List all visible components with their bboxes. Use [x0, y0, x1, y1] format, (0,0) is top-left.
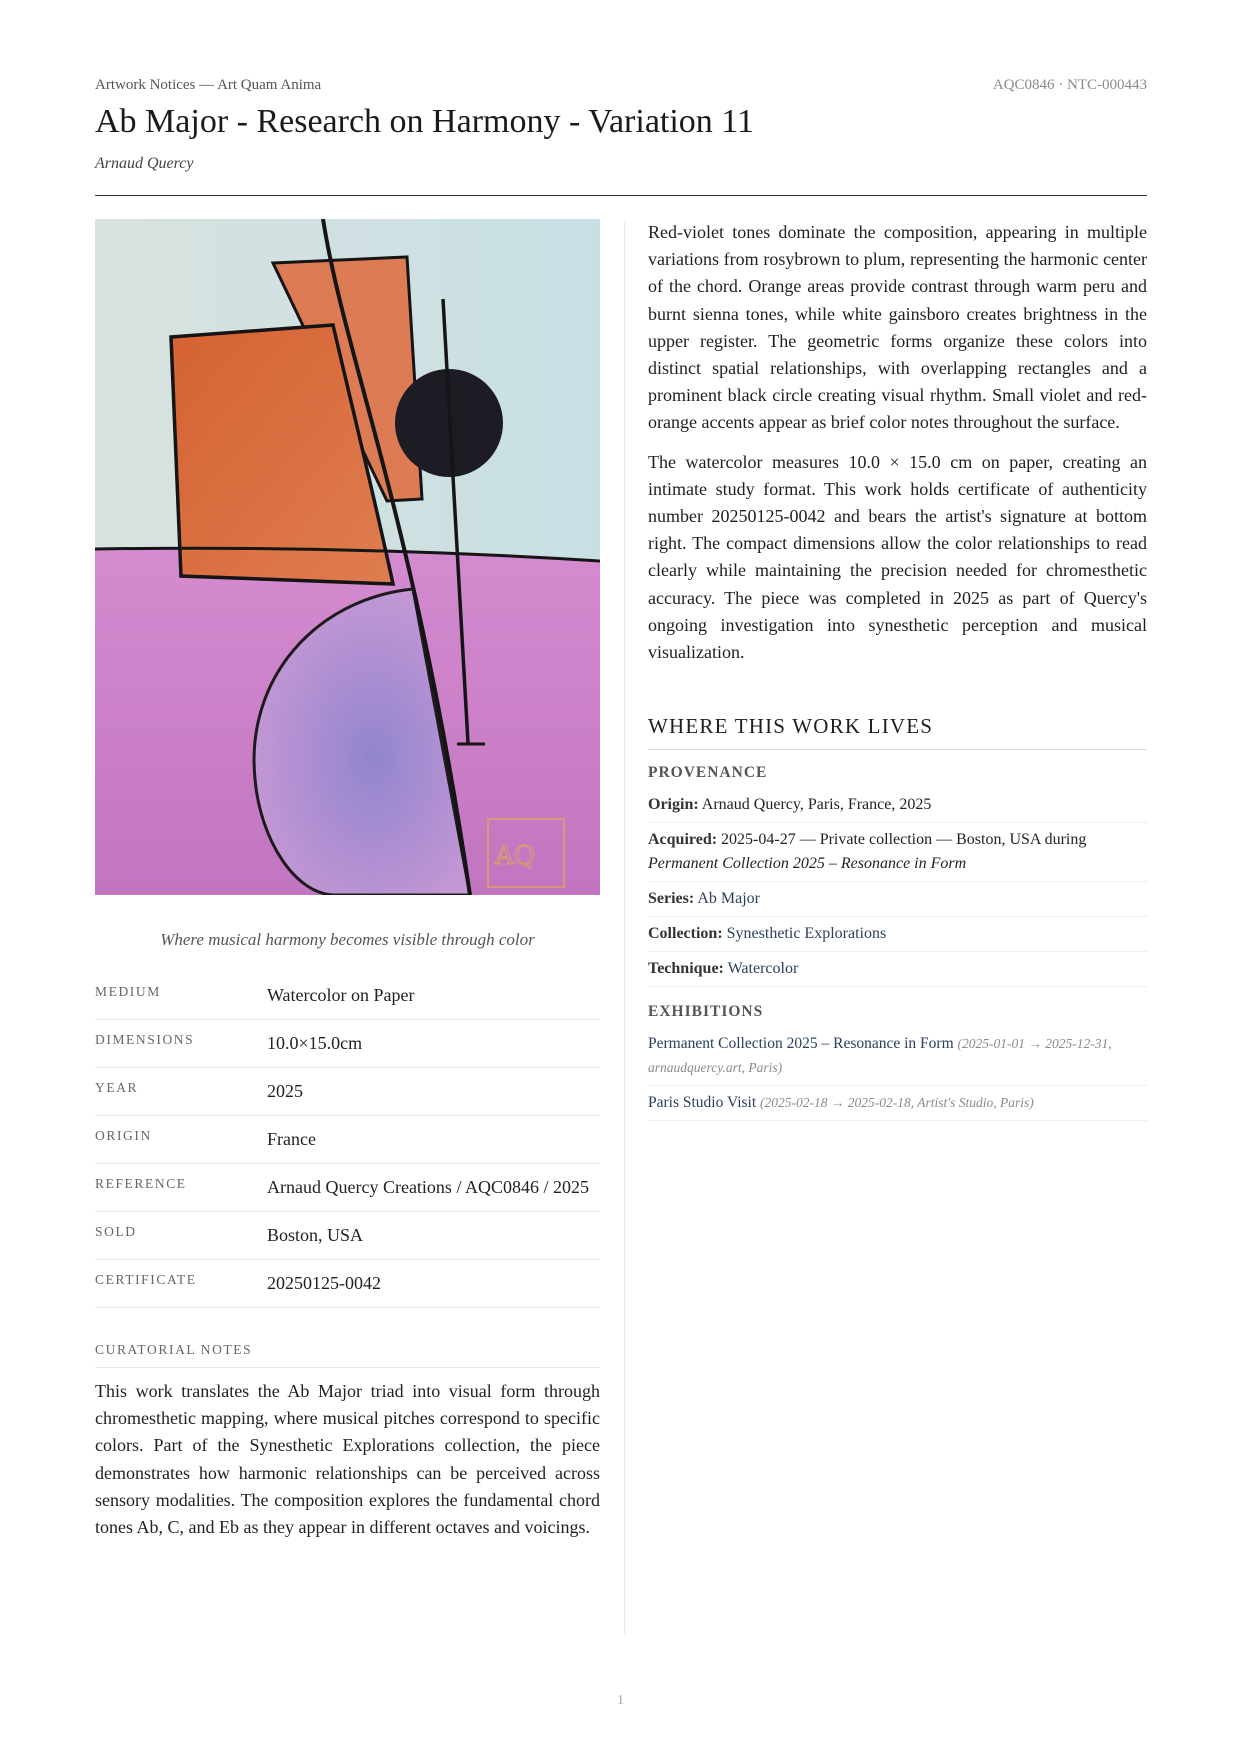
spec-value: Boston, USA — [267, 1225, 364, 1245]
exhibition-item — [648, 1027, 1147, 1086]
spec-label: CERTIFICATE — [95, 1272, 197, 1287]
technique-link[interactable]: Watercolor — [727, 960, 799, 978]
artwork-image[interactable] — [95, 219, 600, 895]
left-column — [95, 219, 600, 1541]
technique-label: Technique: — [648, 960, 724, 978]
description-paragraph: The watercolor measures 10.0 × 15.0 cm on paper, creating an intimate study format. This work holds certificate of authenticity number 20250125-0042 and bears the artist's signature at bottom right. The compact dimensions allow the color relationships to read clearly while maintaining the precision needed for chromesthetic accuracy. The piece was completed in 2025 as part of Quercy's ongoing investigation into synesthetic perception and musical visualization. — [648, 451, 1147, 663]
spec-label: MEDIUM — [95, 984, 161, 999]
page-number: 1 — [617, 1693, 624, 1708]
origin-label: Origin: — [648, 796, 699, 814]
provenance-collection — [648, 917, 1147, 952]
artwork-title: Ab Major - Research on Harmony - Variation 11 — [95, 103, 755, 140]
signature-monogram: AQ — [495, 841, 536, 871]
provenance-heading: PROVENANCE — [648, 764, 768, 782]
acquired-label: Acquired: — [648, 831, 718, 849]
provenance-technique — [648, 952, 1147, 987]
header-rule — [95, 195, 1147, 196]
spec-row-reference — [95, 1164, 600, 1212]
exhibitions-heading: EXHIBITIONS — [648, 1003, 764, 1021]
provenance-origin — [648, 788, 1147, 823]
spec-row-certificate — [95, 1260, 600, 1308]
where-this-work-lives-heading: WHERE THIS WORK LIVES — [648, 714, 1147, 750]
reference-code: AQC0846 · NTC-000443 — [992, 77, 1147, 93]
spec-row-dimensions — [95, 1020, 600, 1068]
spec-value: 20250125-0042 — [267, 1273, 381, 1293]
artist-name: Arnaud Quercy — [95, 155, 194, 172]
column-divider — [624, 222, 625, 1634]
spec-label: SOLD — [95, 1224, 137, 1239]
acquired-value: 2025-04-27 — Private collection — Boston, USA during — [721, 831, 1087, 849]
spec-value: 10.0×15.0cm — [267, 1033, 363, 1053]
collection-link[interactable]: Synesthetic Explorations — [726, 925, 887, 943]
provenance-series — [648, 882, 1147, 917]
spec-row-sold — [95, 1212, 600, 1260]
spec-value: Arnaud Quercy Creations / AQC0846 / 2025 — [267, 1177, 589, 1197]
spec-row-origin — [95, 1116, 600, 1164]
origin-value: Arnaud Quercy, Paris, France, 2025 — [701, 796, 932, 814]
notice-page — [95, 0, 1147, 1754]
exhibition-link[interactable]: Permanent Collection 2025 – Resonance in Form — [648, 1035, 954, 1053]
spec-label: DIMENSIONS — [95, 1032, 195, 1047]
collection-label: Collection: — [648, 925, 723, 943]
provenance-acquired — [648, 823, 1147, 882]
spec-label: ORIGIN — [95, 1128, 152, 1143]
description-paragraph: Red-violet tones dominate the composition, appearing in multiple variations from rosybrown to plum, representing the harmonic center of the chord. Orange areas provide contrast through warm peru and burnt sienna tones, while white gainsboro creates brightness in the upper register. The geometric forms organize these colors into distinct spatial relationships, with overlapping rectangles and a prominent black circle creating visual rhythm. Small violet and red-orange accents appear as brief color notes throughout the surface. — [648, 222, 1147, 433]
exhibition-link[interactable]: Paris Studio Visit — [648, 1094, 757, 1112]
exhibition-meta: (2025-02-18 → 2025-02-18, Artist's Studio, Paris) — [760, 1095, 1034, 1111]
spec-row-year — [95, 1068, 600, 1116]
artwork-caption: Where musical harmony becomes visible through color — [160, 930, 535, 949]
spec-value: Watercolor on Paper — [267, 985, 415, 1005]
spec-row-medium — [95, 972, 600, 1020]
right-column — [648, 219, 1147, 1121]
curatorial-notes-heading: CURATORIAL NOTES — [95, 1342, 600, 1368]
publication-kicker: Artwork Notices — Art Quam Anima — [95, 77, 322, 93]
exhibition-item — [648, 1086, 1147, 1121]
series-label: Series: — [648, 890, 695, 908]
acquired-event: Permanent Collection 2025 – Resonance in Form — [648, 855, 967, 873]
exhibition-meta: (2025-01-01 → 2025-12-31, arnaudquercy.art, Paris) — [648, 1036, 1112, 1076]
spec-label: REFERENCE — [95, 1176, 187, 1191]
series-link[interactable]: Ab Major — [697, 890, 760, 908]
spec-value: France — [267, 1129, 316, 1149]
curatorial-notes-text: This work translates the Ab Major triad into visual form through chromesthetic mapping, where musical pitches correspond to specific colors. Part of the Synesthetic Explorations collection, the piece demonstrates how harmonic relationships can be perceived across sensory modalities. The composition explores the fundamental chord tones Ab, C, and Eb as they appear in different octaves and voicings. — [95, 1381, 600, 1538]
spec-value: 2025 — [267, 1081, 303, 1101]
spec-label: YEAR — [95, 1080, 139, 1095]
specifications-table — [95, 972, 600, 1308]
